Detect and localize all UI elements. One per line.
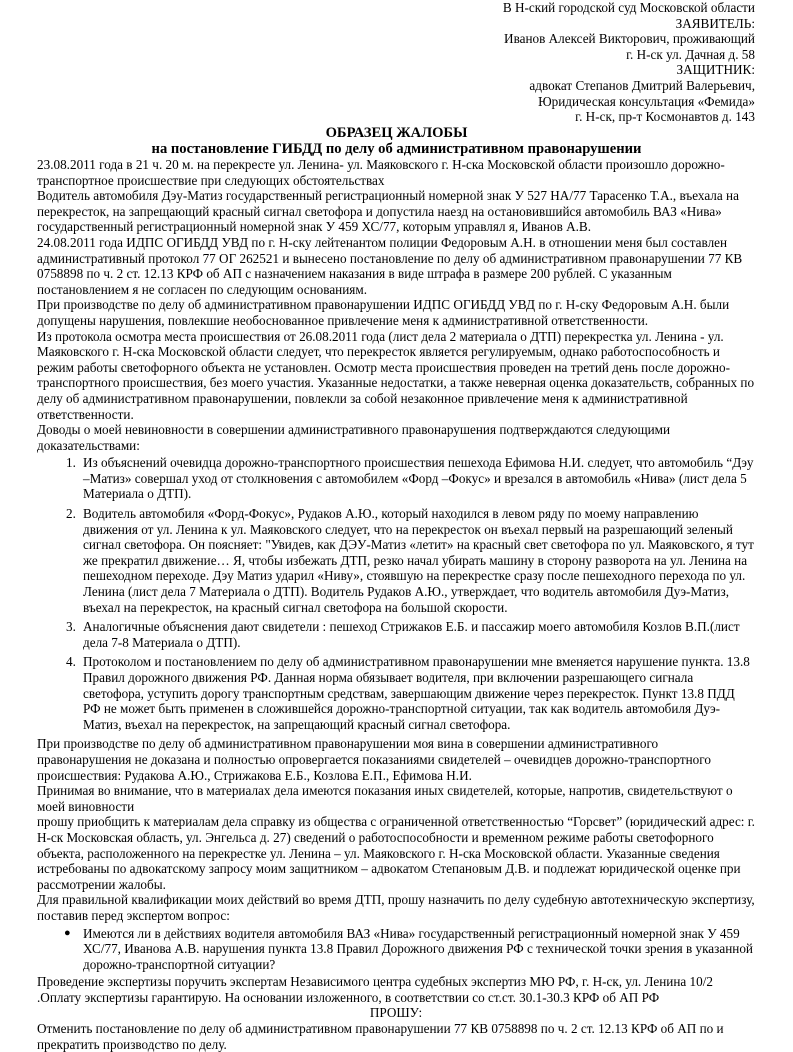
header-applicant-label: ЗАЯВИТЕЛЬ: <box>675 15 755 31</box>
list-item <box>37 619 755 650</box>
paragraph-final-request: Отменить постановление по делу об административном правонарушении 77 КВ 0758898 по ч. 2 ст. 12.13 КРФ об АП по и прекратить производство по делу. <box>37 1021 724 1052</box>
list-item <box>37 506 755 615</box>
paragraph-expertise-request: Для правильной квалификации моих действий во время ДТП, прошу назначить по делу судебную автотехническую экспертизу, поставив перед экспертом вопрос: <box>37 892 755 923</box>
document-subtitle: на постановление ГИБДД по делу об административном правонарушении <box>151 141 642 157</box>
list-item-number: 4. <box>66 654 76 670</box>
list-item-number: 1. <box>66 455 76 471</box>
paragraph-other-witnesses: Принимая во внимание, что в материалах дела имеются показания иных свидетелей, которые, напротив, свидетельствуют о моей виновности <box>37 783 733 814</box>
list-item <box>37 654 755 732</box>
header-applicant-address: г. Н-ск ул. Дачная д. 58 <box>626 46 755 62</box>
list-item-text: Протоколом и постановлением по делу об административном правонарушении мне вменяется нарушение пункта. 13.8 Правил дорожного движения РФ. Данная норма обязывает водителя, при включении разрешающего сигнала светофора, уступить дорогу транспортным средствам, завершающим движение через перекресток. Пункт 13.8 ПДД РФ не может быть применен в сложившейся дорожно-транспортной ситуации, так как водитель автомобиля Дуэ-Матиз, въехал на перекресток, на запрещающий красный сигнал светофора. <box>83 654 750 732</box>
bullet-icon: ● <box>64 926 71 939</box>
paragraph-protocol: 24.08.2011 года ИДПС ОГИБДД УВД по г. Н-ску лейтенантом полиции Федоровым А.Н. в отношении меня был составлен административный протокол 77 ОГ 262521 и вынесено постановление по делу об административном правонарушении 77 КВ 0758898 по ч. 2 ст. 12.13 КРФ об АП с назначением наказания в виде штрафа в размере 200 рублей. С указанным постановлением я не согласен по следующим основаниям. <box>37 234 743 297</box>
paragraph-evidence-intro: Доводы о моей невиновности в совершении административного правонарушения подтверждаются следующими доказательствами: <box>37 422 671 453</box>
list-item-text: Имеются ли в действиях водителя автомобиля ВАЗ «Нива» государственный регистрационный номерной знак У 459 ХС/77, Иванова А.В. нарушения пункта 13.8 Правил Дорожного движения РФ с технической точки зрения в указанной дорожно-транспортной ситуации? <box>83 925 753 972</box>
list-item <box>37 455 755 502</box>
list-item-text: Аналогичные объяснения дают свидетели : пешеход Стрижаков Е.Б. и пассажир моего автомобиля Козлов В.П.(лист дела 7-8 Материала о ДТП). <box>83 619 740 650</box>
paragraph-closing: Проведение экспертизы поручить экспертам Независимого центра судебных экспертиз МЮ РФ, г. Н-ск, ул. Ленина 10/2 .Оплату экспертизы гарантирую. На основании изложенного, в соответствии со ст.ст. 30.1-30.3 КРФ об АП РФ <box>37 974 714 1005</box>
evidence-list <box>37 455 755 732</box>
header-defender-name: адвокат Степанов Дмитрий Валерьевич, <box>529 77 755 93</box>
document-body <box>37 157 755 1052</box>
list-item <box>37 926 755 973</box>
paragraph-incident-description: Водитель автомобиля Дэу-Матиз государственный регистрационный номерной знак У 527 НА/77 Тарасенко Т.А., въехала на перекресток, на запрещающий красный сигнал светофора и допустила наезд на остановившийся автомобиль ВАЗ «Нива» государственный регистрационный номерной знак У 459 ХС/77, которым управлял я, Иванов А.В. <box>37 188 739 235</box>
list-item-text: Водитель автомобиля «Форд-Фокус», Рудаков А.Ю., который находился в левом ряду по моему направлению движения от ул. Ленина к ул. Маяковского следует, что на перекресток он въехал первый на разрешающий зеленый сигнал светофора. Он поясняет: "Увидев, как ДЭУ-Матиз «летит» на красный свет светофора по ул. Маяковского, я тут же прекратил движение… Я, чтобы избежать ДТП, резко начал убирать машину в сторону разворота на ул. Ленина на пешеходном переходе. Дэу Матиз ударил «Ниву», стоявшую на перекрестке сразу после пешеходного перехода по ул. Ленина (лист дела 7 Материала о ДТП). Водитель Рудаков А.Ю., утверждает, что водитель автомобиля Дуэ-Матиз, въехал на перекресток, на красный сигнал светофора на большой скорости. <box>83 506 754 615</box>
header-defender-label: ЗАЩИТНИК: <box>676 62 755 78</box>
recipient-header <box>255 0 755 125</box>
paragraph-attach-certificate: прошу приобщить к материалам дела справку из общества с ограниченной ответственностью “Горсвет” (юридический адрес: г. Н-ск Московская область, ул. Энгельса д. 27) сведений о работоспособности и временном режиме работы светофорного объекта, расположенного на перекрестке ул. Ленина – ул. Маяковского г. Н-ска Московской области. Указанные сведения истребованы по адвокатскому запросу моим защитником – адвокатом Степановым Д.В. и подлежат юридической оценке при рассмотрении жалобы. <box>37 814 755 892</box>
document-title: ОБРАЗЕЦ ЖАЛОБЫ <box>325 125 468 141</box>
header-applicant-name: Иванов Алексей Викторович, проживающий <box>504 31 755 47</box>
list-item-number: 3. <box>66 619 76 635</box>
header-defender-address: г. Н-ск, пр-т Космонавтов д. 143 <box>575 109 755 125</box>
list-item-text: Из объяснений очевидца дорожно-транспортного происшествия пешехода Ефимова Н.И. следует, что автомобиль “Дэу –Матиз» совершал уход от столкновения с автомобилем «Форд –Фокус» и врезался в автомобиль «Нива» (лист дела 5 Материала о ДТП). <box>83 455 754 502</box>
expert-question-list <box>37 926 755 973</box>
paragraph-inspection: Из протокола осмотра места происшествия от 26.08.2011 года (лист дела 2 материала о ДТП) перекрестка ул. Ленина - ул. Маяковского г. Н-ска Московской области следует, что перекресток является регулируемым, однако работоспособность и режим работы светофорного объекта не установлен. Осмотр места происшествия проведен на третий день после дорожно-транспортного происшествия, без моего участия. Указанные недостатки, а также неверная оценка доказательств, собранных по делу об административном правонарушении, повлекли за собой незаконное привлечение меня к административной ответственности. <box>37 328 755 422</box>
list-item-number: 2. <box>66 506 76 522</box>
header-defender-org: Юридическая консультация «Фемида» <box>538 93 755 109</box>
paragraph-guilt-not-proven: При производстве по делу об административном правонарушении моя вина в совершении административного правонарушения не доказана и полностью опровергается показаниями свидетелей – очевидцев дорожно-транспортного происшествия: Рудакова А.Ю., Стрижакова Е.Б., Козлова Е.П., Ефимова Н.И. <box>37 736 711 783</box>
paragraph-incident-date: 23.08.2011 года в 21 ч. 20 м. на перекресте ул. Ленина- ул. Маяковского г. Н-ска Московской области произошло дорожно-транспортное происшествие при следующих обстоятельствах <box>37 157 725 188</box>
request-heading: ПРОШУ: <box>369 1005 423 1021</box>
header-court: В Н-ский городской суд Московской области <box>502 0 755 15</box>
paragraph-violations: При производстве по делу об административном правонарушении ИДПС ОГИБДД УВД по г. Н-ску Федоровым А.Н. были допущены нарушения, повлекшие необоснованное привлечение меня к административной ответственности. <box>37 297 730 328</box>
